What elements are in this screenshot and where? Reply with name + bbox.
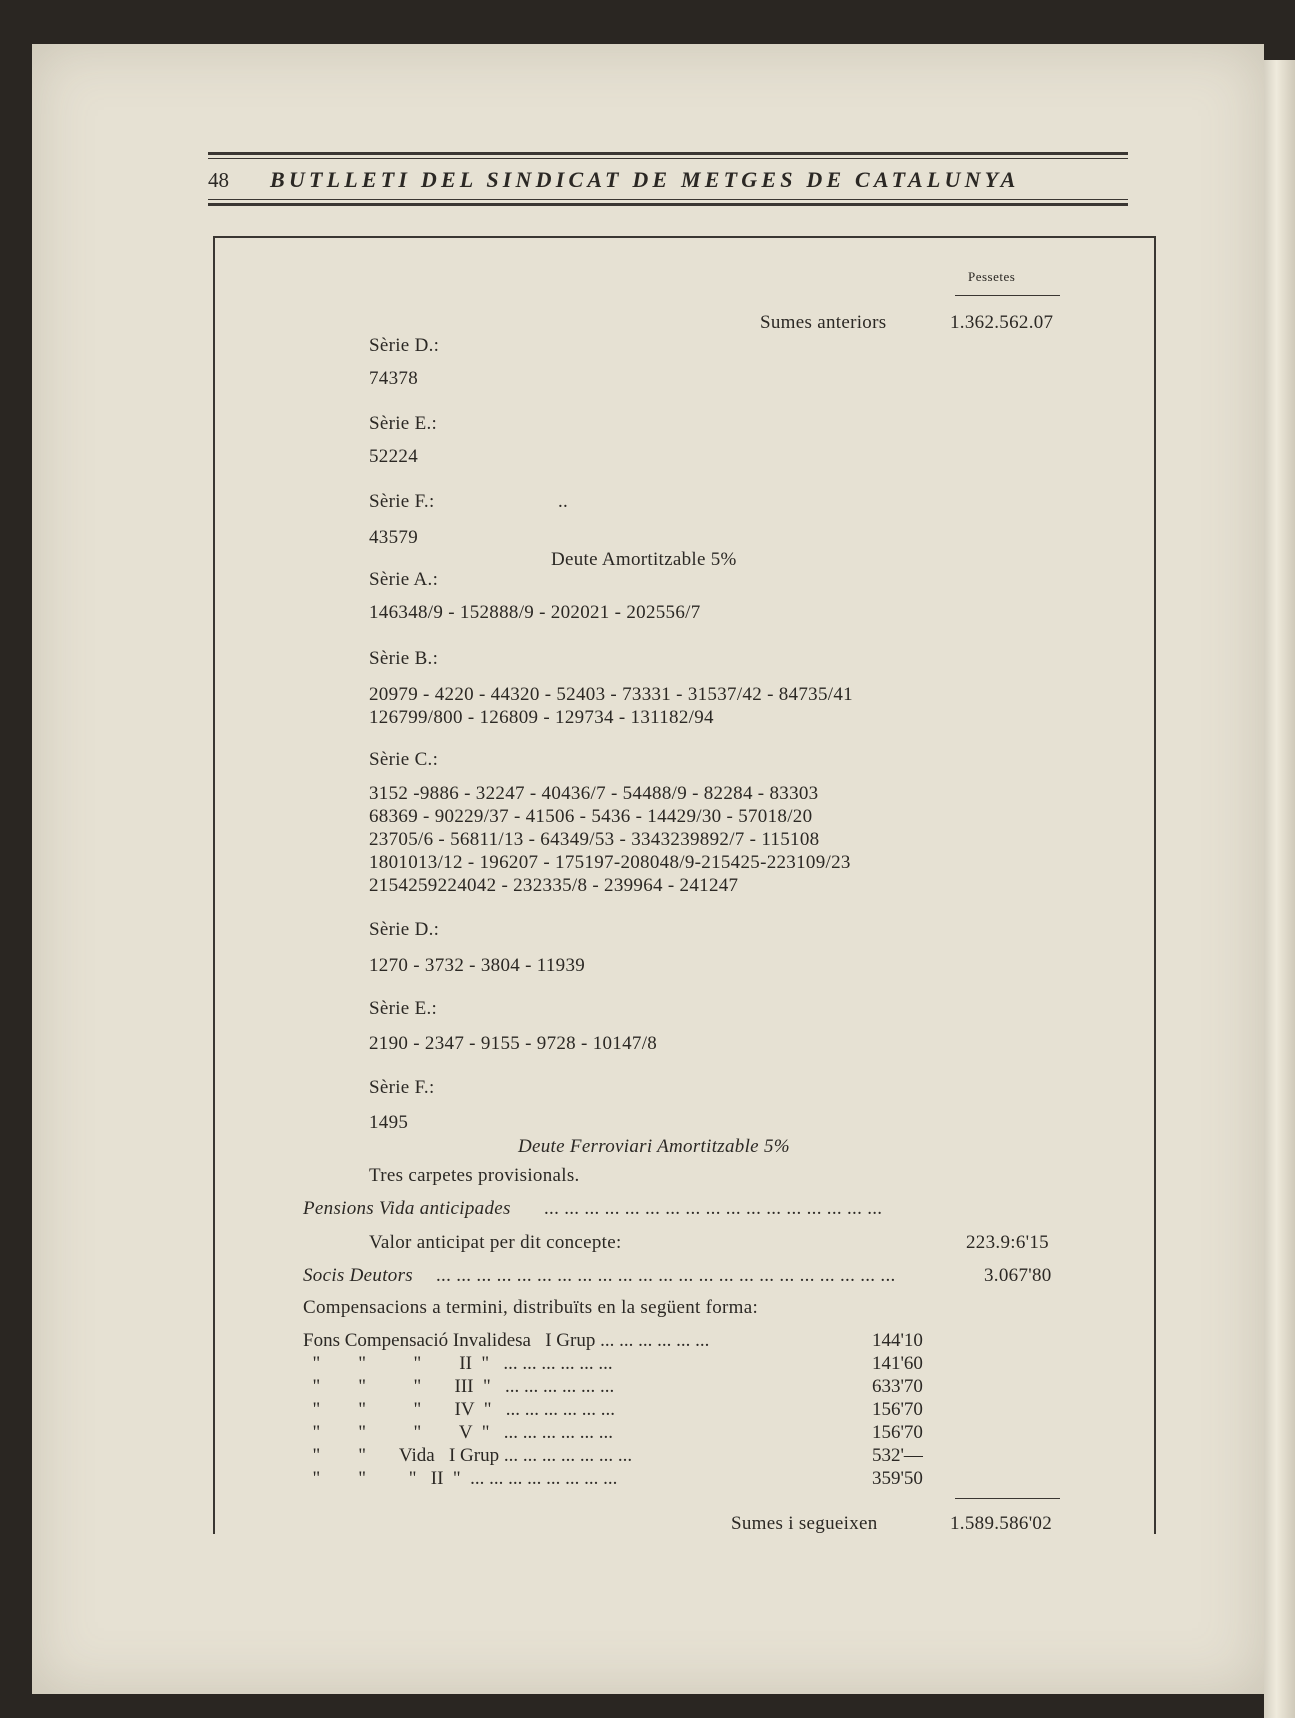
series-b-values-2: 126799/800 - 126809 - 129734 - 131182/94 <box>369 707 714 728</box>
running-total-value: 1.589.586'02 <box>950 1513 1053 1534</box>
debtor-members-heading: Socis Deutors <box>303 1265 413 1286</box>
section-heading-ferroviari: Deute Ferroviari Amortitzable 5% <box>518 1136 790 1157</box>
series-f-label: Sèrie F.: <box>369 491 435 512</box>
page-number: 48 <box>208 168 229 192</box>
series-f2-label: Sèrie F.: <box>369 1077 435 1098</box>
debtor-members-value: 3.067'80 <box>984 1265 1052 1286</box>
series-b-values-1: 20979 - 4220 - 44320 - 52403 - 73331 - 31537/42 - 84735/41 <box>369 684 853 705</box>
advance-value: 223.9:6'15 <box>966 1232 1049 1253</box>
comp-row-3-value: 633'70 <box>872 1376 923 1397</box>
comp-row-5-desc: " " " V " ... ... ... ... ... ... <box>303 1422 614 1443</box>
series-c-values-2: 68369 - 90229/37 - 41506 - 5436 - 14429/30 - 57018/20 <box>369 806 813 827</box>
comp-row-4-value: 156'70 <box>872 1399 923 1420</box>
series-d-values: 74378 <box>369 368 418 389</box>
currency-heading: Pessetes <box>968 269 1016 284</box>
series-d-label: Sèrie D.: <box>369 335 440 356</box>
journal-title: BUTLLETI DEL SINDICAT DE METGES DE CATALUNYA <box>270 167 1020 192</box>
series-c-values-1: 3152 -9886 - 32247 - 40436/7 - 54488/9 - 82284 - 83303 <box>369 783 819 804</box>
carry-forward-label: Sumes anteriors <box>760 312 887 333</box>
running-total-label: Sumes i segueixen <box>731 1513 878 1534</box>
section-heading-amortitzable: Deute Amortitzable 5% <box>551 549 737 570</box>
series-e-values: 52224 <box>369 446 418 467</box>
series-e-label: Sèrie E.: <box>369 413 438 434</box>
series-c-values-5: 2154259224042 - 232335/8 - 239964 - 241247 <box>369 875 739 896</box>
table-left-border <box>213 238 215 1534</box>
series-c-label: Sèrie C.: <box>369 749 439 770</box>
series-a-label: Sèrie A.: <box>369 569 439 590</box>
heading-rule <box>955 295 1060 296</box>
comp-row-7-desc: " " " II " ... ... ... ... ... ... ... ... <box>303 1468 618 1489</box>
header-rule-top-thin <box>208 158 1128 159</box>
comp-row-4-desc: " " " IV " ... ... ... ... ... ... <box>303 1399 615 1420</box>
comp-row-2-desc: " " " II " ... ... ... ... ... ... <box>303 1353 613 1374</box>
series-a-values: 146348/9 - 152888/9 - 202021 - 202556/7 <box>369 602 701 623</box>
pensions-dots: ... ... ... ... ... ... ... ... ... ... ... ... ... ... ... ... ... <box>544 1198 883 1219</box>
series-c-values-3: 23705/6 - 56811/13 - 64349/53 - 3343239892/7 - 115108 <box>369 829 820 850</box>
comp-row-6-desc: " " Vida I Grup ... ... ... ... ... ... ... <box>303 1445 633 1466</box>
compensations-intro: Compensacions a termini, distribuïts en la següent forma: <box>303 1297 759 1318</box>
comp-row-1-desc: Fons Compensació Invalidesa I Grup ... ... ... ... ... ... <box>303 1330 710 1351</box>
series-e2-values: 2190 - 2347 - 9155 - 9728 - 10147/8 <box>369 1033 658 1054</box>
total-rule <box>955 1498 1060 1499</box>
comp-row-5-value: 156'70 <box>872 1422 923 1443</box>
debtor-members-dots: ... ... ... ... ... ... ... ... ... ... ... ... ... ... ... ... ... ... ... ... ... ... ... <box>436 1265 896 1286</box>
series-d2-values: 1270 - 3732 - 3804 - 11939 <box>369 955 586 976</box>
series-f-values: 43579 <box>369 527 418 548</box>
dots-mark: .. <box>558 491 569 512</box>
table-right-border <box>1154 238 1156 1534</box>
provisional-folders: Tres carpetes provisionals. <box>369 1165 580 1186</box>
comp-row-3-desc: " " " III " ... ... ... ... ... ... <box>303 1376 615 1397</box>
page-edge <box>1264 60 1295 1718</box>
series-c-values-4: 1801013/12 - 196207 - 175197-208048/9-215425-223109/23 <box>369 852 851 873</box>
header-rule-top <box>208 152 1128 155</box>
series-f2-values: 1495 <box>369 1112 409 1133</box>
series-b-label: Sèrie B.: <box>369 648 439 669</box>
header-rule-bottom <box>208 203 1128 206</box>
header-rule-bottom-thin <box>208 199 1128 200</box>
carry-forward-value: 1.362.562.07 <box>950 312 1054 333</box>
comp-row-1-value: 144'10 <box>872 1330 923 1351</box>
comp-row-6-value: 532'— <box>872 1445 923 1466</box>
pensions-heading: Pensions Vida anticipades <box>303 1198 511 1219</box>
table-top-border <box>213 236 1156 238</box>
series-e2-label: Sèrie E.: <box>369 998 438 1019</box>
comp-row-7-value: 359'50 <box>872 1468 923 1489</box>
advance-value-label: Valor anticipat per dit concepte: <box>369 1232 622 1253</box>
comp-row-2-value: 141'60 <box>872 1353 923 1374</box>
series-d2-label: Sèrie D.: <box>369 919 440 940</box>
running-header <box>208 166 1128 194</box>
